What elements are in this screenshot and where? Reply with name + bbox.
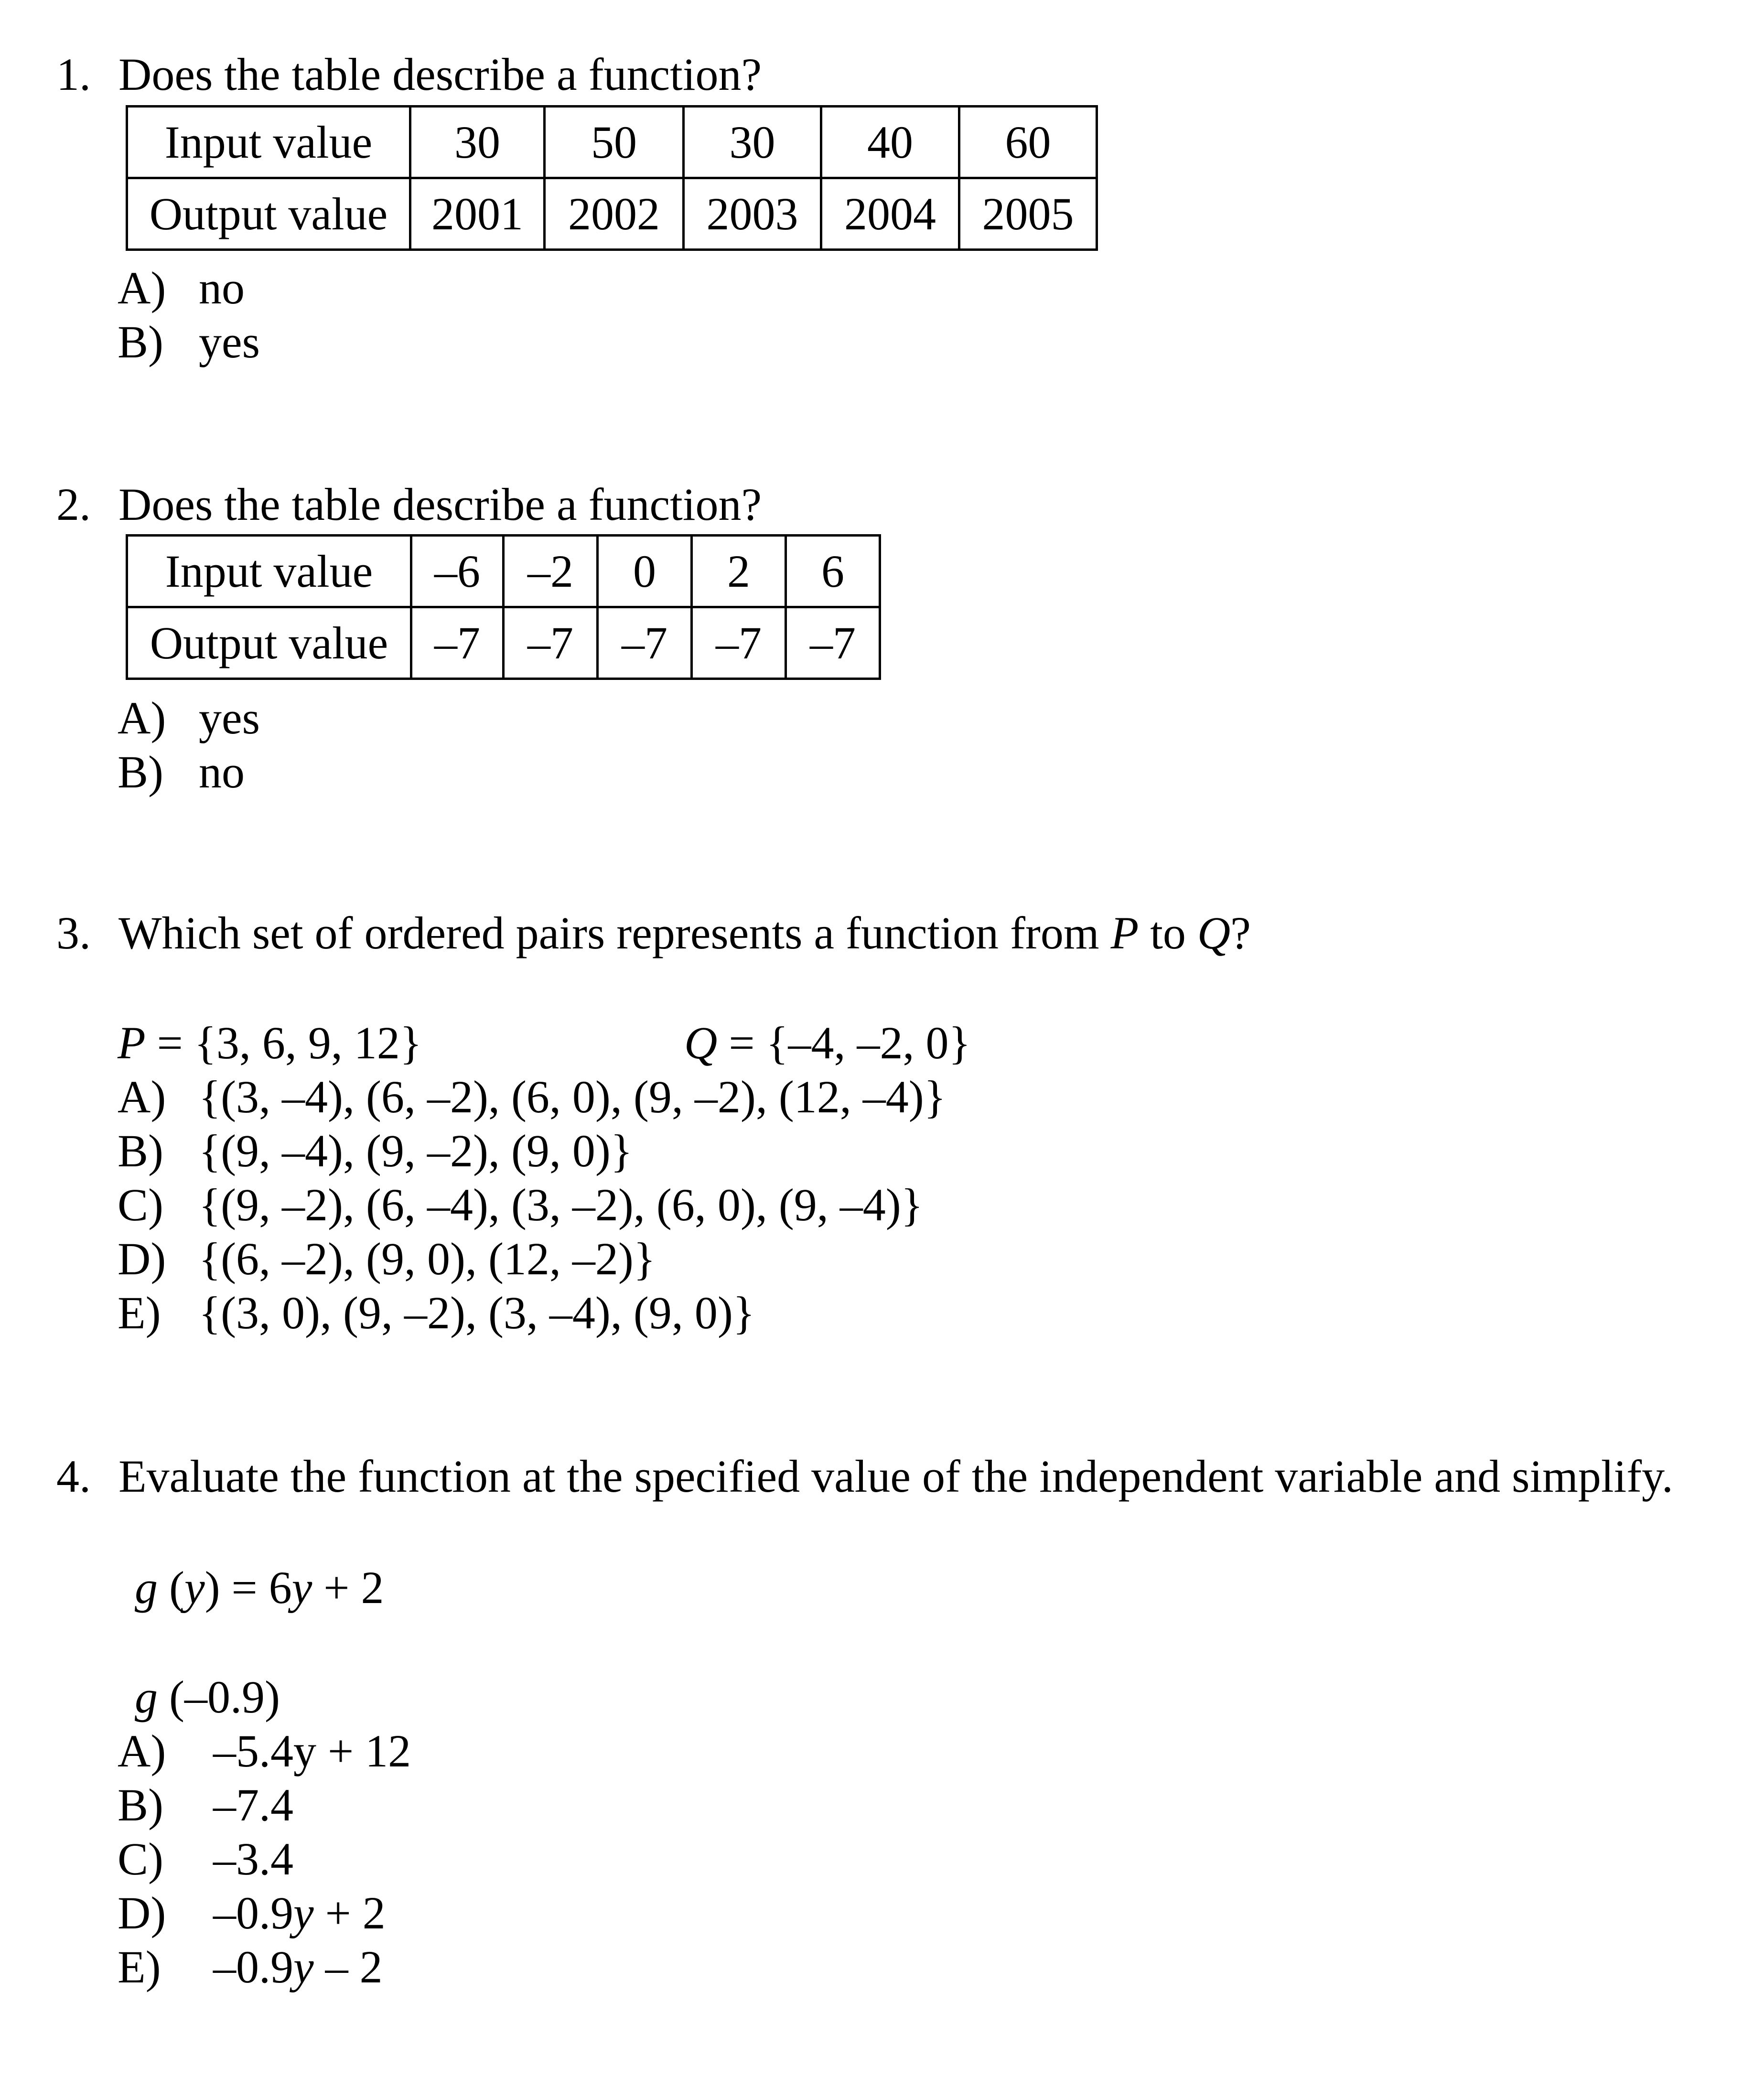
table-cell: 60 bbox=[959, 107, 1097, 178]
question-1-table bbox=[126, 105, 1098, 251]
table-cell: –7 bbox=[598, 607, 692, 679]
function-text: ( bbox=[158, 1562, 184, 1613]
table-cell: 0 bbox=[598, 536, 692, 607]
answer-option[interactable] bbox=[118, 262, 245, 313]
function-variable: y bbox=[291, 1562, 312, 1613]
set-p-symbol: P bbox=[1110, 907, 1139, 958]
question-3-prompt bbox=[56, 907, 1251, 958]
set-q-symbol: Q bbox=[1197, 907, 1231, 958]
option-label: A) bbox=[118, 1071, 166, 1122]
option-text: {(9, –2), (6, –4), (3, –2), (6, 0), (9, –4)} bbox=[199, 1179, 923, 1230]
answer-option[interactable] bbox=[118, 1725, 411, 1776]
table-row bbox=[127, 178, 1097, 250]
question-text: Does the table describe a function? bbox=[118, 49, 762, 100]
table-row bbox=[127, 607, 880, 679]
table-cell: 2003 bbox=[684, 178, 821, 250]
option-text: –0.9 bbox=[213, 1887, 293, 1938]
option-text: –5.4y + 12 bbox=[213, 1725, 411, 1776]
option-label: A) bbox=[118, 262, 166, 313]
question-text: to bbox=[1139, 907, 1197, 958]
answer-option[interactable] bbox=[118, 316, 260, 367]
answer-option[interactable] bbox=[118, 746, 245, 797]
set-q-values: = {–4, –2, 0} bbox=[717, 1017, 971, 1068]
function-definition bbox=[135, 1562, 384, 1613]
table-row bbox=[127, 107, 1097, 178]
table-cell: –7 bbox=[786, 607, 880, 679]
answer-option[interactable] bbox=[118, 1287, 755, 1338]
set-p-definition bbox=[118, 1017, 422, 1068]
question-number: 3. bbox=[56, 907, 91, 958]
option-text: –3.4 bbox=[213, 1833, 293, 1884]
option-label: B) bbox=[118, 1779, 163, 1830]
question-2-table bbox=[126, 534, 881, 680]
option-text: {(6, –2), (9, 0), (12, –2)} bbox=[199, 1233, 656, 1284]
set-q-definition bbox=[684, 1017, 971, 1068]
option-text: –7.4 bbox=[213, 1779, 293, 1830]
option-text: no bbox=[199, 262, 245, 313]
table-cell: 40 bbox=[821, 107, 959, 178]
table-cell: –2 bbox=[504, 536, 598, 607]
function-variable: y bbox=[184, 1562, 205, 1613]
option-variable: y bbox=[293, 1887, 314, 1938]
answer-option[interactable] bbox=[118, 1179, 923, 1230]
option-label: C) bbox=[118, 1179, 163, 1230]
set-p-values: = {3, 6, 9, 12} bbox=[145, 1017, 422, 1068]
row-label: Input value bbox=[127, 107, 410, 178]
answer-option[interactable] bbox=[118, 1779, 293, 1830]
question-text: ? bbox=[1230, 907, 1251, 958]
option-text: – 2 bbox=[313, 1941, 383, 1992]
question-text: Evaluate the function at the specified value of the independent variable and simplify. bbox=[118, 1451, 1673, 1502]
question-number: 1. bbox=[56, 49, 91, 100]
function-text: ) = 6 bbox=[204, 1562, 292, 1613]
option-label: B) bbox=[118, 746, 163, 797]
table-cell: –7 bbox=[692, 607, 786, 679]
answer-option[interactable] bbox=[118, 1071, 946, 1122]
option-text: no bbox=[199, 746, 245, 797]
option-label: D) bbox=[118, 1233, 166, 1284]
option-label: B) bbox=[118, 316, 163, 367]
table-cell: –6 bbox=[411, 536, 504, 607]
question-4-prompt bbox=[56, 1451, 1673, 1502]
function-name: g bbox=[135, 1562, 158, 1613]
answer-option[interactable] bbox=[118, 1833, 293, 1884]
option-label: D) bbox=[118, 1887, 166, 1938]
option-label: E) bbox=[118, 1941, 161, 1992]
table-cell: 30 bbox=[684, 107, 821, 178]
row-label: Input value bbox=[127, 536, 411, 607]
question-text: Which set of ordered pairs represents a function from bbox=[118, 907, 1111, 958]
function-text: + 2 bbox=[312, 1562, 384, 1613]
function-evaluation bbox=[135, 1671, 280, 1722]
option-text: {(3, 0), (9, –2), (3, –4), (9, 0)} bbox=[199, 1287, 755, 1338]
option-label: C) bbox=[118, 1833, 163, 1884]
option-label: A) bbox=[118, 692, 166, 743]
question-number: 4. bbox=[56, 1451, 91, 1502]
table-cell: 2005 bbox=[959, 178, 1097, 250]
answer-option[interactable] bbox=[118, 692, 260, 743]
table-cell: 30 bbox=[410, 107, 545, 178]
table-cell: 6 bbox=[786, 536, 880, 607]
question-2-prompt bbox=[56, 479, 762, 530]
question-text: Does the table describe a function? bbox=[118, 479, 762, 530]
option-text: {(3, –4), (6, –2), (6, 0), (9, –2), (12, –4)} bbox=[199, 1071, 946, 1122]
table-cell: –7 bbox=[411, 607, 504, 679]
table-cell: 2 bbox=[692, 536, 786, 607]
option-label: B) bbox=[118, 1125, 163, 1176]
option-text: yes bbox=[199, 692, 260, 743]
table-cell: 2004 bbox=[821, 178, 959, 250]
set-q-symbol: Q bbox=[684, 1017, 718, 1068]
question-number: 2. bbox=[56, 479, 91, 530]
option-variable: y bbox=[293, 1941, 314, 1992]
option-text: yes bbox=[199, 316, 260, 367]
option-label: A) bbox=[118, 1725, 166, 1776]
option-text: –0.9 bbox=[213, 1941, 293, 1992]
table-cell: 2001 bbox=[410, 178, 545, 250]
table-cell: 2002 bbox=[545, 178, 684, 250]
answer-option[interactable] bbox=[118, 1125, 633, 1176]
function-name: g bbox=[135, 1671, 158, 1722]
option-label: E) bbox=[118, 1287, 161, 1338]
answer-option[interactable] bbox=[118, 1233, 656, 1284]
row-label: Output value bbox=[127, 607, 411, 679]
row-label: Output value bbox=[127, 178, 410, 250]
table-cell: 50 bbox=[545, 107, 684, 178]
table-cell: –7 bbox=[504, 607, 598, 679]
table-row bbox=[127, 536, 880, 607]
evaluation-argument: (–0.9) bbox=[158, 1671, 280, 1722]
answer-option[interactable] bbox=[118, 1887, 386, 1938]
option-text: {(9, –4), (9, –2), (9, 0)} bbox=[199, 1125, 633, 1176]
answer-option[interactable] bbox=[118, 1941, 383, 1992]
set-p-symbol: P bbox=[118, 1017, 146, 1068]
option-text: + 2 bbox=[313, 1887, 386, 1938]
question-1-prompt bbox=[56, 49, 762, 100]
